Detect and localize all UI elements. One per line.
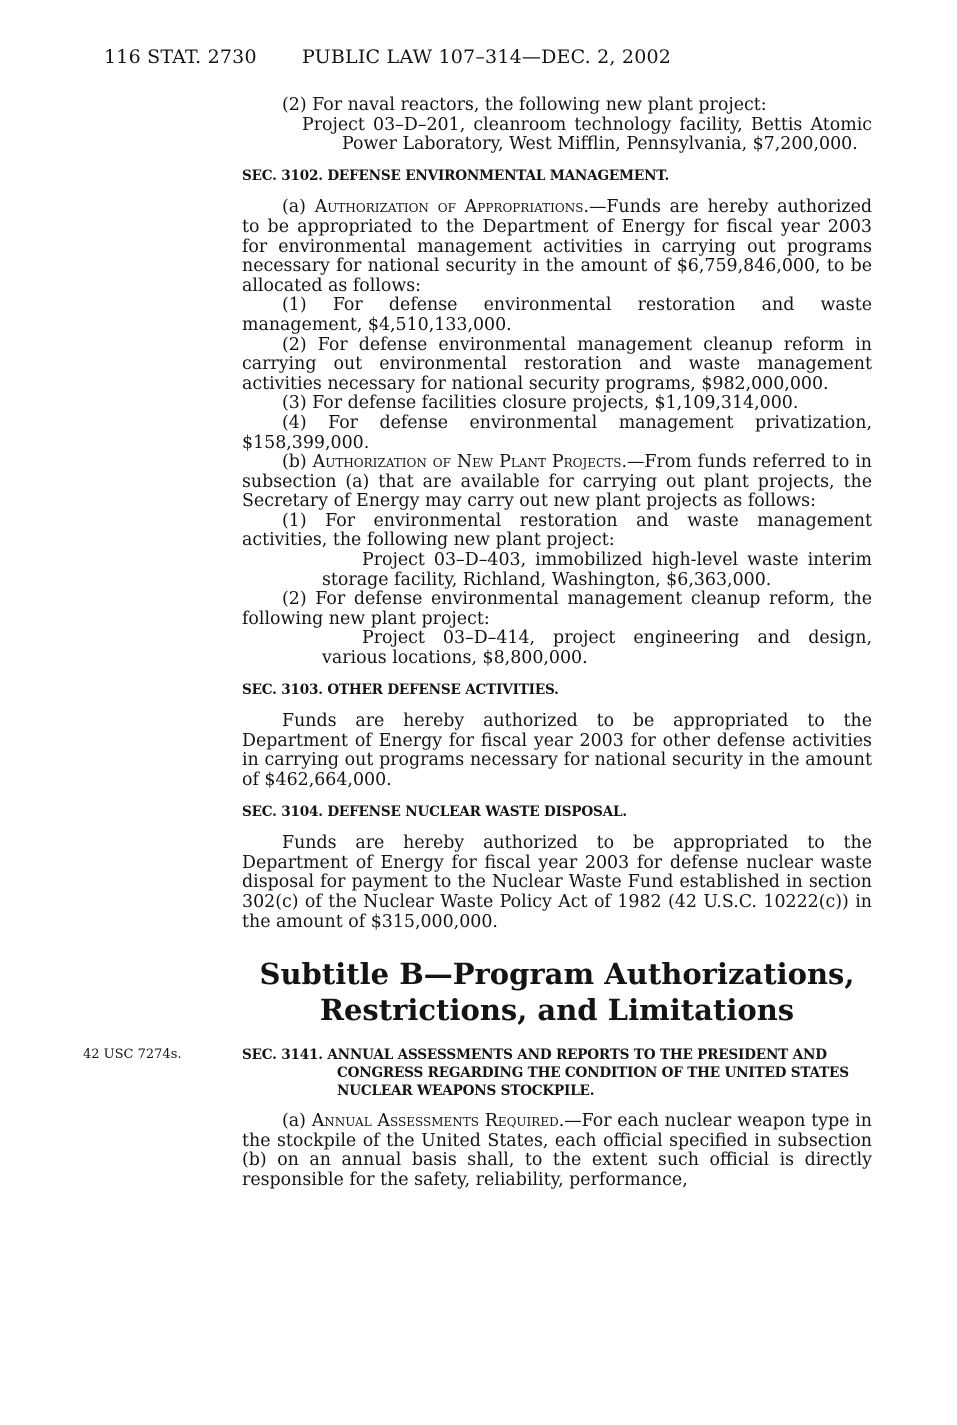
- subsection-3141-a: [242, 1112, 872, 1190]
- section-heading-3102: SEC. 3102. DEFENSE ENVIRONMENTAL MANAGEMENT.: [242, 167, 669, 184]
- subsection-caption: Authorization of Appropriations.: [314, 197, 589, 218]
- paragraph-naval-reactors: (2) For naval reactors, the following new plant project:: [282, 95, 767, 115]
- subsection-text: —Funds are hereby authorized to be appropriated to the Department of Energy for fiscal year 2003 for environmental management activities in carrying out programs necessary for national security in the amount of $6,759,846,000, to be allocated as follows:: [242, 197, 872, 296]
- subsection-text: —From funds referred to in subsection (a) that are available for carrying out plant projects, the Secretary of Energy may carry out new plant projects as follows:: [242, 452, 872, 512]
- section-3104-text: Funds are hereby authorized to be appropriated to the Department of Energy for fiscal year 2003 for defense nuclear waste disposal for payment to the Nuclear Waste Fund established in section 302(c) of the Nuclear Waste Policy Act of 1982 (42 U.S.C. 10222(c)) in the amount of $315,000,000.: [242, 833, 872, 932]
- document-body: [83, 95, 872, 1191]
- subsection-label: (a): [282, 1111, 312, 1132]
- subsection-caption: Authorization of New Plant Projects.: [312, 452, 627, 473]
- public-law-citation: PUBLIC LAW 107–314—DEC. 2, 2002: [302, 46, 672, 68]
- subsection-caption: Annual Assessments Required.: [311, 1111, 565, 1132]
- section-heading-3103: SEC. 3103. OTHER DEFENSE ACTIVITIES.: [242, 681, 559, 698]
- paragraph-3102-a2: (2) For defense environmental management cleanup reform in carrying out environmental restoration and waste management activities necessary for national security programs, $982,000,000.: [242, 334, 872, 394]
- section-heading-3141: 42 USC 7274s. SEC. 3141. ANNUAL ASSESSMENTS AND REPORTS TO THE PRESIDENT AND CONGRESS REGARDING THE CONDITION OF THE UNITED STATES NUCLEAR WEAPONS STOCKPILE.: [83, 1047, 849, 1100]
- subsection-label: (b): [282, 452, 313, 473]
- paragraph-3102-b2: (2) For defense environmental management cleanup reform, the following new plant project:: [242, 589, 872, 629]
- section-heading-3104: SEC. 3104. DEFENSE NUCLEAR WASTE DISPOSAL.: [242, 803, 627, 820]
- paragraph-3102-a1: (1) For defense environmental restoration and waste management, $4,510,133,000.: [242, 295, 872, 335]
- project-03-d-403: Project 03–D–403, immobilized high-level waste interim storage facility, Richland, Washington, $6,363,000.: [322, 550, 872, 590]
- section-3103-text: Funds are hereby authorized to be appropriated to the Department of Energy for fiscal year 2003 for other defense activities in carrying out programs necessary for national security in the amount of $462,664,000.: [242, 711, 872, 790]
- subsection-3102-a: [242, 198, 872, 296]
- subtitle-heading: Subtitle B—Program Authorizations, Restrictions, and Limitations: [259, 957, 855, 1028]
- statute-citation: 116 STAT. 2730: [104, 46, 257, 68]
- project-03-d-201: Project 03–D–201, cleanroom technology facility, Bettis Atomic Power Laboratory, West Mifflin, Pennsylvania, $7,200,000.: [302, 114, 872, 155]
- subsection-3102-b: [242, 453, 872, 512]
- page-header: [104, 46, 671, 68]
- margin-citation: 42 USC 7274s.: [83, 1047, 182, 1063]
- subsection-text: —For each nuclear weapon type in the stockpile of the United States, each official specified in subsection (b) on an annual basis shall, to the extent such official is directly responsible for the safety, reliability, performance,: [242, 1111, 872, 1190]
- project-03-d-414: Project 03–D–414, project engineering and design, various locations, $8,800,000.: [322, 628, 872, 669]
- paragraph-3102-b1: (1) For environmental restoration and waste management activities, the following new plant project:: [242, 510, 872, 551]
- paragraph-3102-a4: (4) For defense environmental management privatization, $158,399,000.: [242, 412, 872, 453]
- subsection-label: (a): [282, 197, 315, 218]
- paragraph-3102-a3: (3) For defense facilities closure projects, $1,109,314,000.: [282, 393, 799, 414]
